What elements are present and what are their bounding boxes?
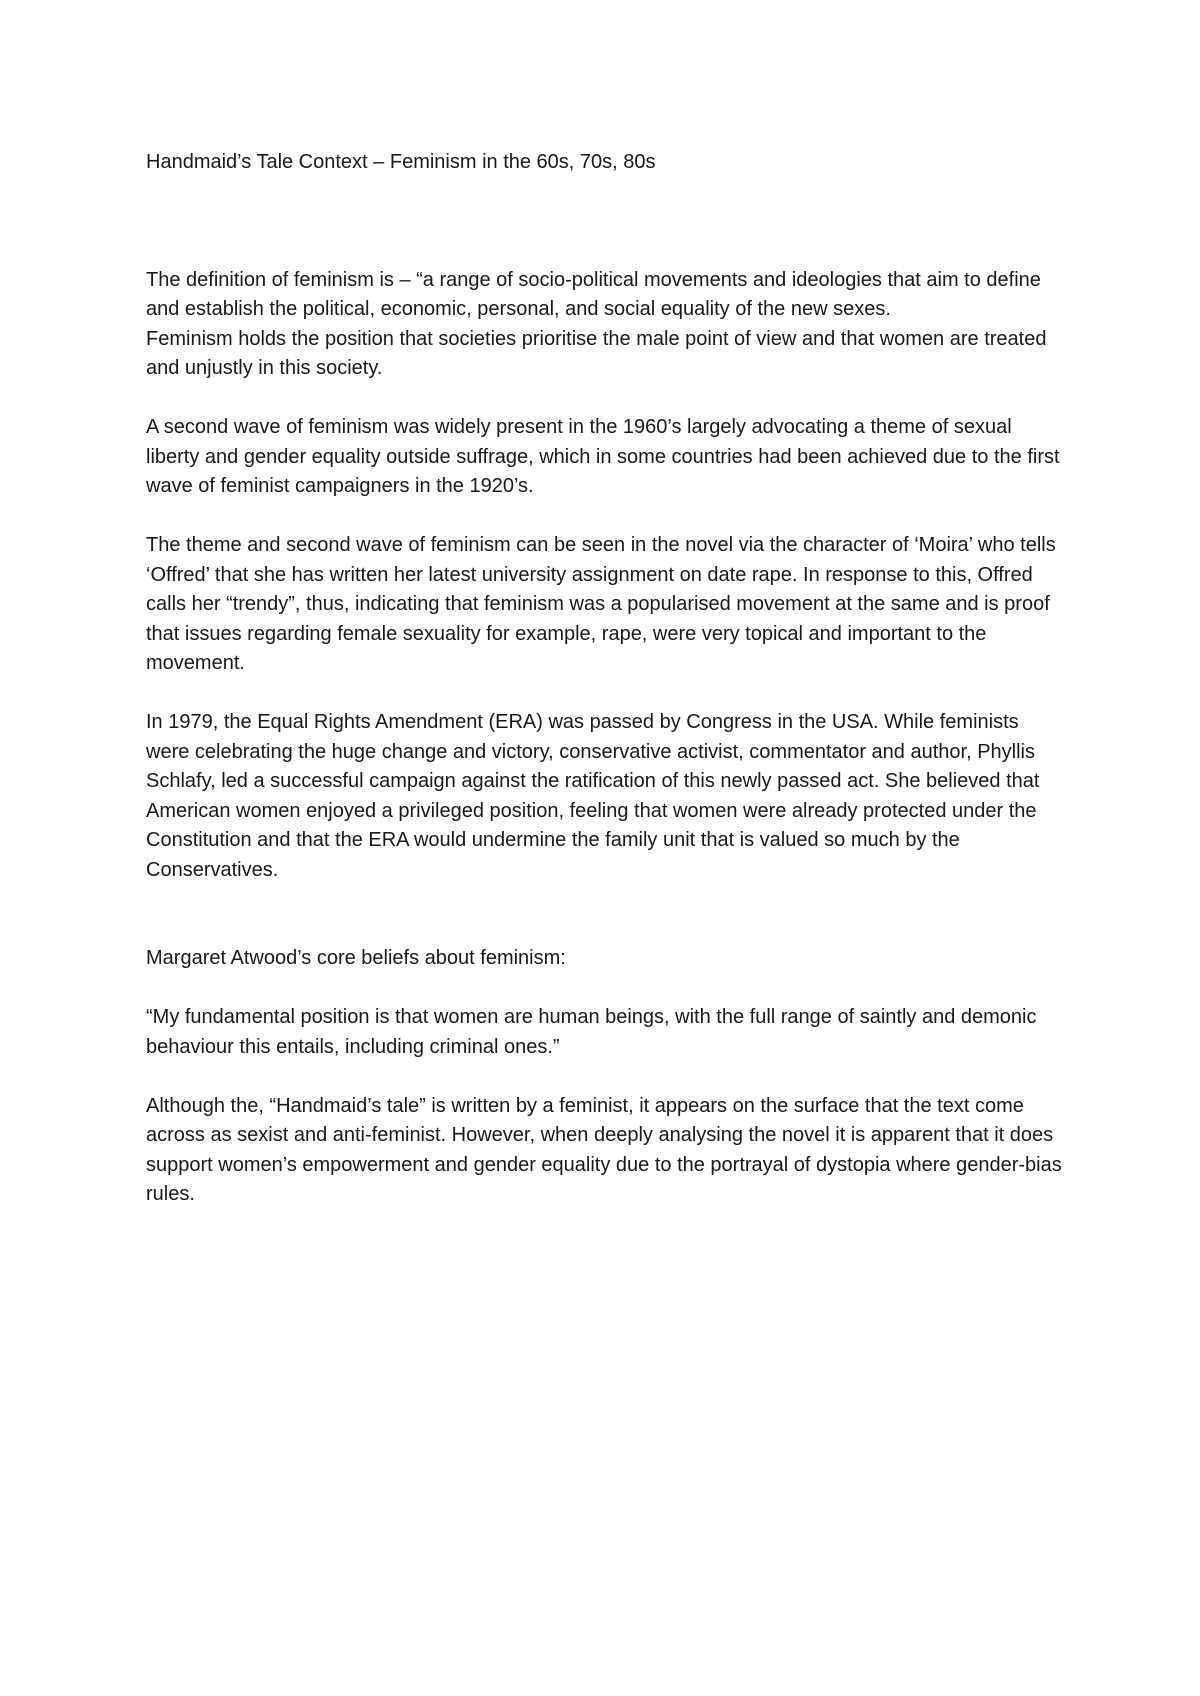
conclusion-paragraph: Although the, “Handmaid’s tale” is written by a feminist, it appears on the surface that the text come across as sexist and anti-feminist. However, when deeply analysing the novel it is apparent that it does support women’s empowerment and gender equality due to the portrayal of dystopia where gender-bias rules. — [146, 1094, 1062, 1205]
era-paragraph: In 1979, the Equal Rights Amendment (ERA) was passed by Congress in the USA. While feminists were celebrating the huge change and victory, conservative activist, commentator and author, Phyllis Schlafy, led a successful campaign against the ratification of this newly passed act. She believed that American women enjoyed a privileged position, feeling that women were already protected under the Constitution and that the ERA would undermine the family unit that is valued so much by the Conservatives. — [146, 711, 1040, 881]
second-wave-paragraph: A second wave of feminism was widely present in the 1960’s largely advocating a theme of sexual liberty and gender equality outside suffrage, which in some countries had been achieved due to the first wave of feminist campaigners in the 1920’s. — [146, 416, 1060, 497]
position-paragraph: Feminism holds the position that societies prioritise the male point of view and that women are treated and unjustly in this society. — [146, 327, 1047, 379]
document-body — [146, 148, 1066, 1210]
atwood-quote: “My fundamental position is that women are human beings, with the full range of saintly and demonic behaviour this entails, including criminal ones.” — [146, 1006, 1037, 1058]
novel-paragraph: The theme and second wave of feminism can be seen in the novel via the character of ‘Moira’ who tells ‘Offred’ that she has written her latest university assignment on date rape. In response to this, Offred calls her “trendy”, thus, indicating that feminism was a popularised movement at the same and is proof that issues regarding female sexuality for example, rape, were very topical and important to the movement. — [146, 534, 1056, 674]
definition-paragraph: The definition of feminism is – “a range of socio-political movements and ideologies that aim to define and establish the political, economic, personal, and social equality of the new sexes. — [146, 268, 1041, 320]
atwood-heading: Margaret Atwood’s core beliefs about feminism: — [146, 947, 566, 969]
document-title: Handmaid’s Tale Context – Feminism in the 60s, 70s, 80s — [146, 151, 656, 173]
